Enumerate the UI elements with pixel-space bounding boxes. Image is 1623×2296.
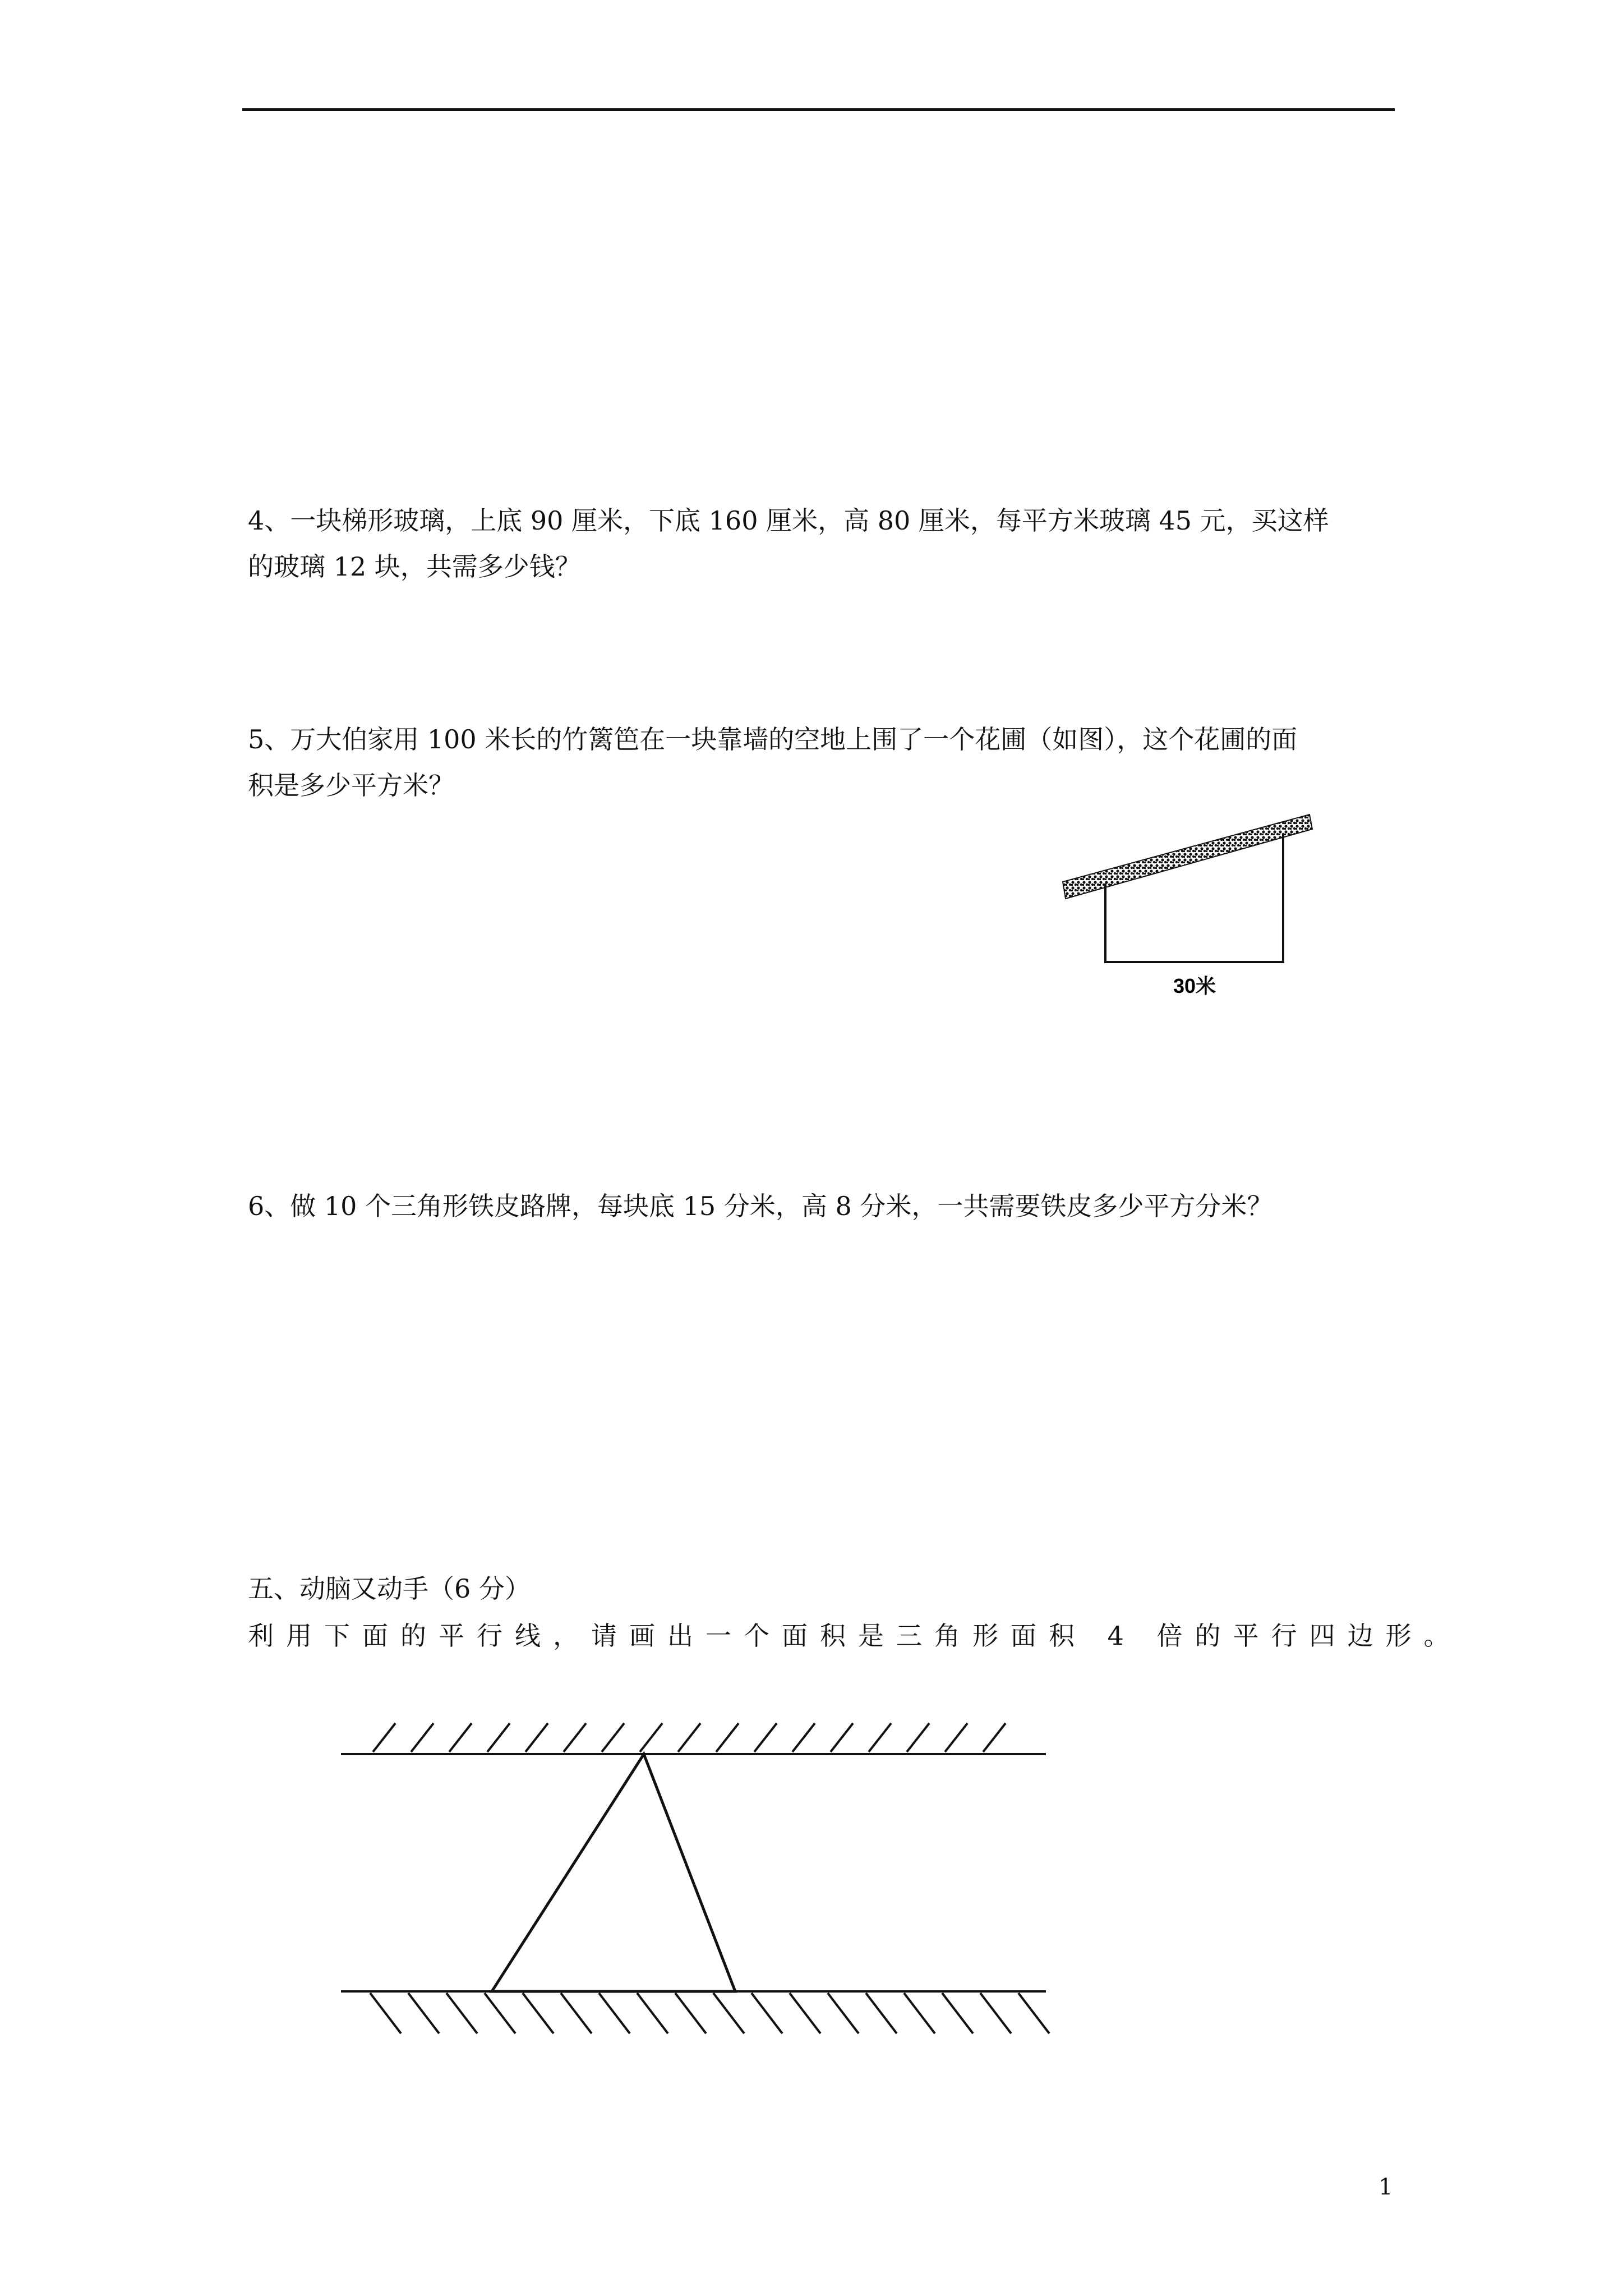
triangle bbox=[492, 1754, 735, 1991]
wall-shape bbox=[1063, 815, 1312, 899]
q4-line-2: 的玻璃 12 块，共需多少钱？ bbox=[248, 551, 581, 582]
q4-line-1: 4、一块梯形玻璃，上底 90 厘米，下底 160 厘米，高 80 厘米，每平方米玻璃 45 元，买这样 bbox=[248, 505, 1329, 536]
parallel-lines-figure bbox=[331, 1705, 1060, 2053]
page-number: 1 bbox=[1378, 2174, 1393, 2200]
section5-title: 五、动脑又动手（6 分） bbox=[248, 1573, 531, 1604]
top-line-hatching bbox=[373, 1723, 1006, 1752]
garden-figure bbox=[1060, 802, 1318, 1004]
q6-line-1: 6、做 10 个三角形铁皮路牌，每块底 15 分米，高 8 分米，一共需要铁皮多少平方分米？ bbox=[248, 1191, 1273, 1221]
q5-line-2: 积是多少平方米？ bbox=[248, 770, 454, 800]
bottom-line-hatching bbox=[370, 1993, 1049, 2033]
header-rule bbox=[242, 108, 1395, 111]
section5-instruction: 利用下面的平行线，请画出一个面积是三角形面积 4 倍的平行四边形。 bbox=[248, 1621, 1462, 1651]
figure-label-30m: 30米 bbox=[1173, 974, 1216, 997]
q5-line-1: 5、万大伯家用 100 米长的竹篱笆在一块靠墙的空地上围了一个花圃（如图），这个花圃的面 bbox=[248, 724, 1298, 754]
